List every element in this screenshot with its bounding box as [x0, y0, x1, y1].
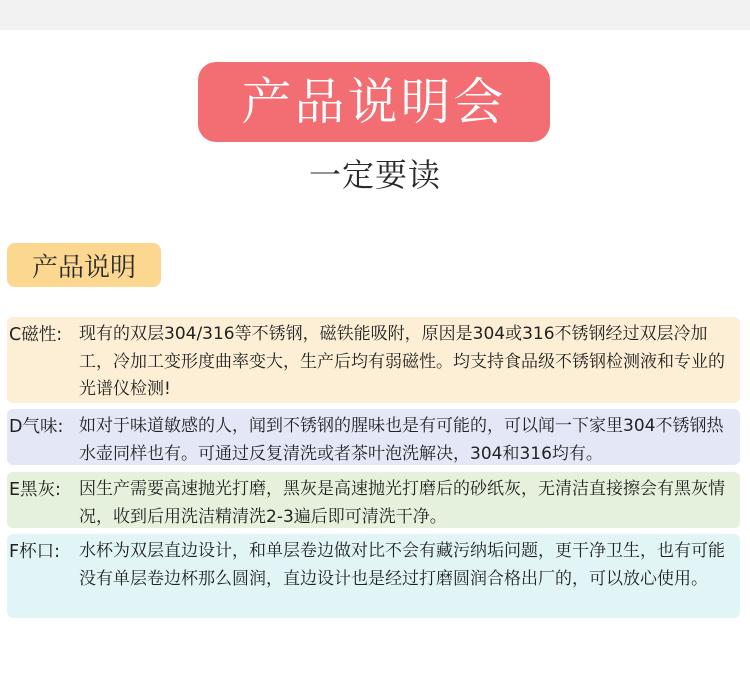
info-row-text: 水杯为双层直边设计，和单层卷边做对比不会有藏污纳垢问题，更干净卫生，也有可能没有单层卷边杯那么圆润，直边设计也是经过打磨圆润合格出厂的，可以放心使用。 [79, 541, 725, 589]
info-row-text: 因生产需要高速抛光打磨，黑灰是高速抛光打磨后的砂纸灰，无清洁直接擦会有黑灰情况，收到后用洗洁精清洗2-3遍后即可清洗干净。 [79, 479, 725, 527]
info-row-label: E黑灰: [9, 480, 61, 500]
info-row-cup-rim [7, 534, 740, 618]
info-row-magnetism [7, 317, 740, 403]
page-title: 产品说明会 [241, 73, 507, 131]
page-subtitle: 一定要读 [308, 156, 441, 194]
info-row-text: 现有的双层304/316等不锈钢，磁铁能吸附，原因是304或316不锈钢经过双层冷加工，冷加工变形度曲率变大，生产后均有弱磁性。均支持食品级不锈钢检测液和专业的光谱仪检测! [79, 324, 725, 399]
hero-banner [198, 62, 550, 142]
info-row-label: D气味: [9, 417, 64, 437]
info-row-label: F杯口: [9, 542, 60, 562]
info-row-black-dust [7, 472, 740, 528]
info-row-label: C磁性: [9, 325, 63, 345]
section-tag: 产品说明 [7, 243, 161, 287]
top-strip [0, 0, 750, 30]
info-row-odor [7, 409, 740, 465]
info-row-text: 如对于味道敏感的人，闻到不锈钢的腥味也是有可能的，可以闻一下家里304不锈钢热水壶同样也有。可通过反复清洗或者茶叶泡洗解决，304和316均有。 [79, 416, 724, 464]
